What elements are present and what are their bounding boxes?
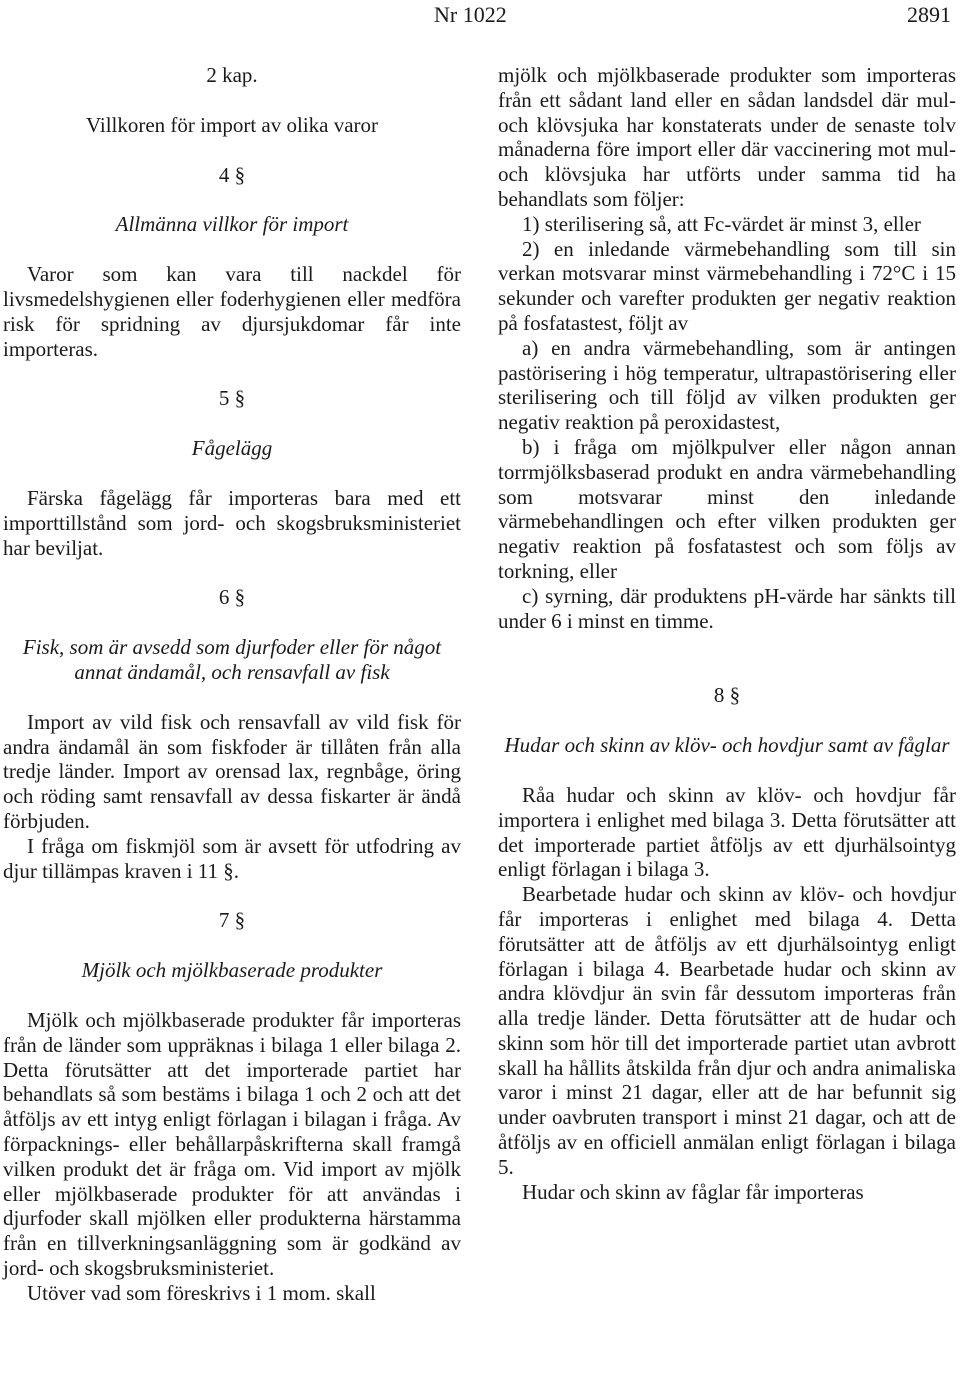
section-4-title: Allmänna villkor för import: [115, 212, 349, 237]
section-4-number: 4 §: [218, 162, 246, 187]
list-item-2: 2) en inledande värmebehandling som till sin verkan motsvarar minst värmebehandling i 72°C i 15 sekunder och varefter produkten ger negativ reaktion på fosfatastest, följt av: [498, 236, 956, 335]
left-column: [3, 63, 461, 1305]
right-column: [498, 63, 956, 1204]
section-5-title: Fågelägg: [191, 436, 273, 461]
section-5-paragraph: Färska fågelägg får importeras bara med ett importtillstånd som jord- och skogsbruksministeriet har beviljat.: [3, 485, 461, 560]
section-6-paragraph-1: Import av vild fisk och rensavfall av vild fisk för andra ändamål än som fiskfoder är tillåten från alla tredje länder. Import av orensad lax, regnbåge, öring och röding samt rensavfall av dessa fiskarter är ändå förbjuden.: [3, 709, 461, 833]
section-7-title: Mjölk och mjölkbaserade produkter: [81, 958, 383, 983]
page-number: 2891: [907, 2, 951, 27]
document-number: Nr 1022: [434, 2, 507, 27]
chapter-number: 2 kap.: [206, 63, 258, 87]
chapter-title: Villkoren för import av olika varor: [85, 112, 379, 137]
list-item-c: c) syrning, där produktens pH-värde har sänkts till under 6 i minst en timme.: [498, 583, 956, 633]
section-6-paragraph-2: I fråga om fiskmjöl som är avsett för utfodring av djur tillämpas kraven i 11 §.: [3, 833, 461, 883]
section-5-number: 5 §: [218, 386, 246, 411]
section-8-number: 8 §: [713, 683, 741, 708]
list-item-a: a) en andra värmebehandling, som är antingen pastörisering i hög temperatur, ultrapastörisering eller sterilisering och till följd av vilken produkten ger negativ reaktion på peroxidastest,: [498, 335, 956, 435]
section-8-paragraph-3: Hudar och skinn av fåglar får importeras: [522, 1179, 864, 1204]
section-7-paragraph-1: Mjölk och mjölkbaserade produkter får importeras från de länder som uppräknas i bilaga 1 eller bilaga 2. Detta förutsätter att det importerade partiet har behandlats så som bestäms i bilaga 1 och 2 och att det åtföljs av ett intyg enligt förlagan i bilagan i fråga. Av förpacknings- eller behållarpåskrifterna skall framgå vilken produkt det är fråga om. Vid import av mjölk eller mjölkbaserade produkter för att användas i djurfoder skall mjölken eller produkterna härstamma från en tillverkningsanläggning som är godkänd av jord- och skogsbruksministeriet.: [3, 1007, 461, 1280]
section-6-title: Fisk, som är avsedd som djurfoder eller för något annat ändamål, och rensavfall av fisk: [22, 635, 442, 684]
section-7-continuation: mjölk och mjölkbaserade produkter som importeras från ett sådant land eller en sådan landsdel där mul- och klövsjuka har konstaterats under de senaste tolv månaderna före import eller där vaccinering mot mul- och klövsjuka har utförts under samma tid ha behandlats som följer:: [498, 63, 956, 211]
section-8-paragraph-2: Bearbetade hudar och skinn av klöv- och hovdjur får importeras i enlighet med bilaga 4. Detta förutsätter att de åtföljs av ett djurhälsointyg enligt förlagan i bilaga 4. Bearbetade hudar och skinn av andra klövdjur än svin får dessutom importeras från alla tredje länder. Detta förutsätter att de hudar och skinn som hör till det importerade partiet utan avbrott skall ha hållits åtskilda från djur och andra animaliska varor i minst 21 dagar, eller att de har befunnit sig under oavbruten transport i minst 21 dagar, och att de åtföljs av en officiell anmälan enligt förlagan i bilaga 5.: [498, 882, 956, 1179]
section-6-number: 6 §: [218, 585, 246, 610]
list-item-b: b) i fråga om mjölkpulver eller någon annan torrmjölksbaserad produkt en andra värmebehandling som motsvarar minst den inledande värmebehandlingen och efter vilken produkten ger negativ reaktion på fosfatastest och som följs av torkning, eller: [498, 434, 956, 583]
section-7-number: 7 §: [218, 908, 246, 933]
section-8-title: Hudar och skinn av klöv- och hovdjur samt av fåglar: [504, 733, 950, 758]
section-4-paragraph: Varor som kan vara till nackdel för livsmedelshygienen eller foderhygienen eller medföra risk för spridning av djursjukdomar får inte importeras.: [3, 262, 461, 361]
page-header: [0, 0, 960, 30]
section-8-paragraph-1: Råa hudar och skinn av klöv- och hovdjur får importera i enlighet med bilaga 3. Detta förutsätter att det importerade partiet åtföljs av ett djurhälsointyg enligt förlagan i bilaga 3.: [498, 782, 956, 882]
section-7-paragraph-2: Utöver vad som föreskrivs i 1 mom. skall: [27, 1280, 376, 1305]
list-item-1: 1) sterilisering så, att Fc-värdet är minst 3, eller: [522, 211, 921, 236]
